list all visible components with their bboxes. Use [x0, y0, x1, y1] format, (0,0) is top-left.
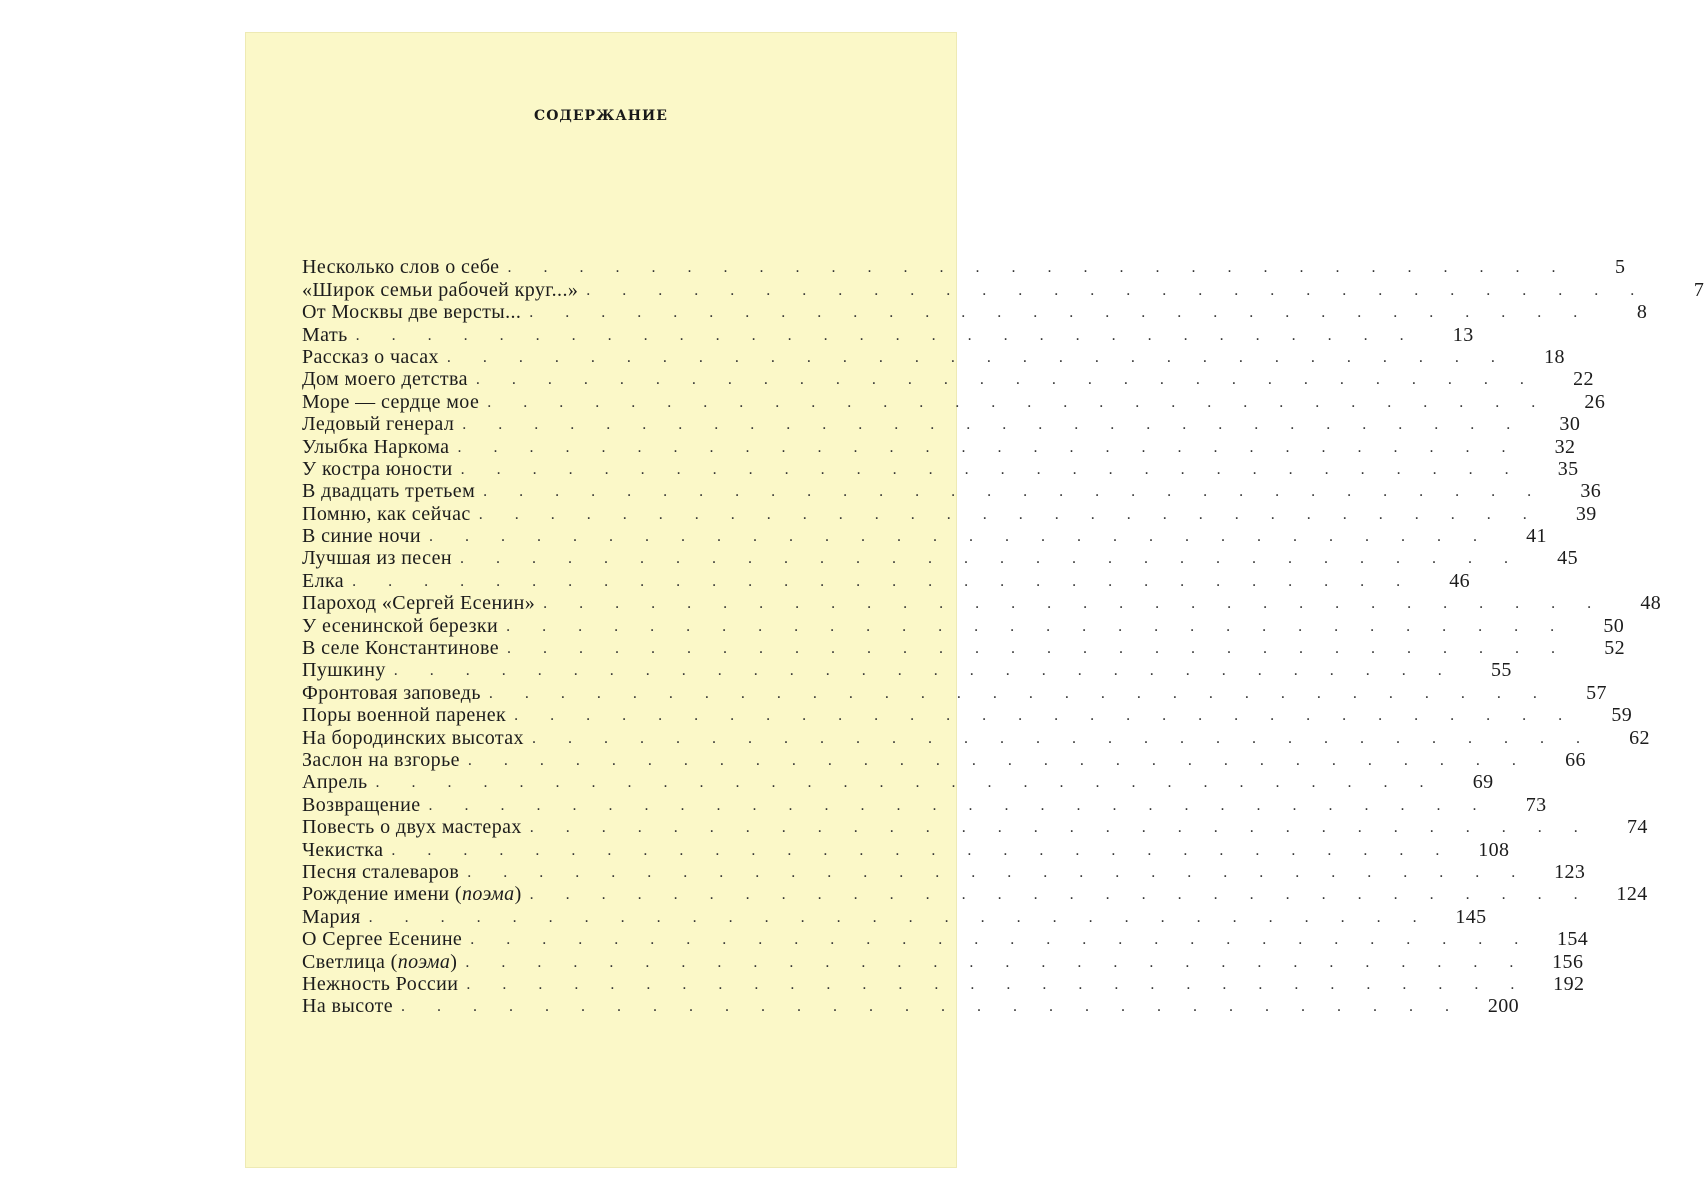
- toc-entry-title: [302, 301, 529, 323]
- toc-entry-title-text: Лучшая из песен: [302, 547, 452, 570]
- toc-entry-title: [302, 704, 514, 726]
- toc-entry: [302, 390, 1606, 413]
- table-of-contents: [302, 256, 1704, 1018]
- toc-entry-subtitle: поэма: [462, 883, 515, 906]
- toc-entry-page-number: 62: [1629, 726, 1650, 749]
- toc-entry-title: [302, 839, 391, 861]
- toc-entry-title-text: Чекистка: [302, 838, 384, 861]
- toc-entry: [302, 413, 1581, 436]
- toc-entry: [302, 995, 1520, 1018]
- toc-entry: [302, 323, 1474, 346]
- toc-entry-page-number: 18: [1544, 345, 1565, 368]
- toc-entry-title-text: Песня сталеваров: [302, 860, 460, 883]
- toc-entry-title-text: Поры военной паренек: [302, 704, 507, 727]
- toc-entry: [302, 569, 1471, 592]
- toc-entry-title: [302, 727, 532, 749]
- toc-entry-title-text: Фронтовая заповедь: [302, 681, 481, 704]
- dot-leader: . . . . . . . . . . . . . . . . . . . . . . . . . . . . . .: [470, 931, 1533, 949]
- toc-entry-title-text: Заслон на взгорье: [302, 748, 460, 771]
- toc-entry-title: [302, 525, 429, 547]
- toc-entry: [302, 547, 1578, 570]
- toc-entry: [302, 480, 1602, 503]
- toc-entry-page-number: 7: [1693, 278, 1704, 301]
- toc-entry-title-text: Помню, как сейчас: [302, 502, 471, 525]
- toc-entry-title: [302, 771, 376, 793]
- dot-leader: . . . . . . . . . . . . . . . . . . . . . . . . . . . . . .: [466, 975, 1529, 993]
- dot-leader: . . . . . . . . . . . . . . . . . . . . . . . . . . . . . .: [459, 550, 1522, 568]
- toc-entry: [302, 435, 1576, 458]
- toc-entry-page-number: 50: [1603, 614, 1625, 637]
- toc-entry: [302, 301, 1648, 324]
- page-heading: СОДЕРЖАНИЕ: [534, 108, 668, 124]
- toc-entry-page-number: 22: [1573, 368, 1594, 391]
- toc-entry-title-text: Рождение имени: [302, 883, 450, 906]
- toc-entry-title: [302, 995, 401, 1017]
- dot-leader: . . . . . . . . . . . . . . . . . . . . . . . . . . . . . .: [446, 348, 1509, 366]
- toc-entry-title: [302, 659, 394, 681]
- toc-entry-title-text: Дом моего детства: [302, 368, 468, 391]
- toc-entry-page-number: 30: [1559, 413, 1581, 436]
- toc-entry: [302, 726, 1650, 749]
- dot-leader: . . . . . . . . . . . . . . . . . . . . . . . . . . . . . .: [483, 483, 1546, 501]
- toc-entry: [302, 637, 1626, 660]
- toc-entry-title: [302, 749, 468, 771]
- toc-entry-title: [302, 906, 369, 928]
- toc-entry-title-text: В синие ночи: [302, 525, 421, 548]
- toc-entry: [302, 905, 1487, 928]
- dot-leader: . . . . . . . . . . . . . . . . . . . . . . . . . . . . . .: [375, 774, 1438, 792]
- toc-entry: [302, 278, 1704, 301]
- toc-entry-title: [302, 592, 543, 614]
- toc-entry-title: [302, 480, 483, 502]
- dot-leader: . . . . . . . . . . . . . . . . . . . . . . . . . . . . . .: [507, 640, 1570, 658]
- dot-leader: . . . . . . . . . . . . . . . . . . . . . . . . . . . . . .: [465, 953, 1528, 971]
- toc-entry-page-number: 55: [1490, 659, 1512, 682]
- dot-leader: . . . . . . . . . . . . . . . . . . . . . . . . . . . . . .: [428, 528, 1491, 546]
- dot-leader: . . . . . . . . . . . . . . . . . . . . . . . . . . . . . .: [586, 281, 1649, 299]
- dot-leader: . . . . . . . . . . . . . . . . . . . . . . . . . . . . . .: [467, 751, 1530, 769]
- toc-entry-title-text: От Москвы две версты...: [302, 301, 522, 324]
- toc-entry-title: [302, 637, 507, 659]
- toc-entry-page-number: 200: [1487, 995, 1520, 1018]
- toc-entry-title: [302, 346, 447, 368]
- toc-entry-title-text: Пушкину: [302, 659, 386, 682]
- dot-leader: . . . . . . . . . . . . . . . . . . . . . . . . . . . . . .: [393, 662, 1456, 680]
- dot-leader: . . . . . . . . . . . . . . . . . . . . . . . . . . . . . .: [475, 371, 1538, 389]
- toc-entry-title: [302, 615, 506, 637]
- toc-entry-page-number: 123: [1554, 860, 1586, 883]
- toc-entry-title-text: Мать: [302, 323, 348, 346]
- toc-entry-title-text: У костра юности: [302, 457, 453, 480]
- toc-entry: [302, 502, 1597, 525]
- toc-entry-page-number: 48: [1640, 592, 1662, 615]
- toc-entry-title-text: На высоте: [302, 995, 394, 1018]
- toc-entry-title: [302, 570, 352, 592]
- toc-entry-title-text: Рассказ о часах: [302, 345, 439, 368]
- toc-entry-page-number: 35: [1557, 457, 1579, 480]
- toc-entry-page-number: 57: [1586, 681, 1607, 704]
- dot-leader: . . . . . . . . . . . . . . . . . . . . . . . . . . . . . .: [478, 505, 1541, 523]
- toc-entry: [302, 614, 1625, 637]
- toc-entry: [302, 681, 1607, 704]
- toc-entry: [302, 345, 1565, 368]
- toc-entry-page-number: 154: [1557, 928, 1589, 951]
- toc-entry: [302, 972, 1585, 995]
- toc-entry-title: [302, 413, 462, 435]
- dot-leader: . . . . . . . . . . . . . . . . . . . . . . . . . . . . . .: [401, 998, 1464, 1016]
- dot-leader: . . . . . . . . . . . . . . . . . . . . . . . . . . . . . .: [368, 908, 1431, 926]
- toc-entry-subtitle: поэма: [397, 950, 451, 973]
- toc-entry-title-text: Ледовый генерал: [302, 413, 455, 436]
- dot-leader: . . . . . . . . . . . . . . . . . . . . . . . . . . . . . .: [488, 684, 1551, 702]
- toc-entry-title: [302, 547, 460, 569]
- toc-entry: [302, 748, 1586, 771]
- dot-leader: . . . . . . . . . . . . . . . . . . . . . . . . . . . . . .: [460, 460, 1523, 478]
- toc-entry-title: [302, 973, 466, 995]
- toc-entry-title-text: Повесть о двух мастерах: [302, 816, 522, 839]
- toc-entry-page-number: 8: [1636, 301, 1648, 324]
- toc-entry-title: [302, 928, 470, 950]
- toc-entry-title: [302, 368, 476, 390]
- toc-entry-title-text: Пароход «Сергей Есенин»: [302, 592, 536, 615]
- toc-entry-title: [302, 256, 507, 278]
- toc-entry-title: [302, 458, 461, 480]
- toc-entry: [302, 592, 1662, 615]
- toc-entry-page-number: 108: [1478, 838, 1510, 861]
- toc-entry: [302, 457, 1579, 480]
- toc-entry: [302, 883, 1648, 906]
- dot-leader: . . . . . . . . . . . . . . . . . . . . . . . . . . . . . .: [543, 595, 1606, 613]
- toc-entry: [302, 928, 1589, 951]
- toc-entry: [302, 793, 1547, 816]
- dot-leader: . . . . . . . . . . . . . . . . . . . . . . . . . . . . . .: [467, 863, 1530, 881]
- dot-leader: . . . . . . . . . . . . . . . . . . . . . . . . . . . . . .: [531, 729, 1594, 747]
- toc-entry-title: [302, 279, 586, 301]
- toc-entry-page-number: 73: [1525, 793, 1547, 816]
- dot-leader: . . . . . . . . . . . . . . . . . . . . . . . . . . . . . .: [507, 259, 1570, 277]
- toc-entry-page-number: 145: [1455, 905, 1487, 928]
- dot-leader: . . . . . . . . . . . . . . . . . . . . . . . . . . . . . .: [355, 326, 1418, 344]
- toc-entry-page-number: 66: [1565, 748, 1586, 771]
- toc-entry-page-number: 39: [1575, 502, 1597, 525]
- toc-entry-page-number: 32: [1554, 435, 1576, 458]
- toc-entry-page-number: 13: [1452, 323, 1474, 346]
- toc-entry-page-number: 192: [1553, 972, 1585, 995]
- toc-entry-page-number: 5: [1615, 256, 1626, 279]
- toc-entry-title: [302, 861, 467, 883]
- toc-entry-title-text: О Сергее Есенине: [302, 928, 463, 951]
- toc-entry-title: Светлица (поэма): [302, 950, 458, 973]
- toc-entry: [302, 525, 1547, 548]
- toc-entry-title-text: Улыбка Наркома: [302, 435, 450, 458]
- dot-leader: . . . . . . . . . . . . . . . . . . . . . . . . . . . . . .: [457, 438, 1520, 456]
- toc-entry-title-text: Апрель: [302, 771, 368, 794]
- toc-entry-page-number: 36: [1580, 480, 1602, 503]
- toc-entry-page-number: 74: [1626, 816, 1648, 839]
- toc-entry: [302, 860, 1586, 883]
- toc-entry-title: [302, 794, 429, 816]
- toc-entry-title-text: У есенинской березки: [302, 614, 499, 637]
- dot-leader: . . . . . . . . . . . . . . . . . . . . . . . . . . . . . .: [352, 572, 1415, 590]
- toc-entry-title: [302, 682, 489, 704]
- book-page: [245, 32, 1704, 1168]
- toc-entry-page-number: 45: [1557, 547, 1578, 570]
- toc-entry-page-number: 69: [1472, 771, 1494, 794]
- toc-entry-title-text: На бородинских высотах: [302, 726, 524, 749]
- toc-entry-title: [302, 503, 479, 525]
- toc-entry-title: [302, 324, 356, 346]
- toc-entry-title-text: Светлица: [302, 950, 386, 973]
- toc-entry-title: Рождение имени (поэма): [302, 883, 522, 906]
- dot-leader: . . . . . . . . . . . . . . . . . . . . . . . . . . . . . .: [428, 796, 1491, 814]
- toc-entry: [302, 659, 1512, 682]
- toc-entry-title-text: «Широк семьи рабочей круг...»: [302, 278, 579, 301]
- dot-leader: . . . . . . . . . . . . . . . . . . . . . . . . . . . . . .: [506, 617, 1569, 635]
- toc-entry-page-number: 46: [1449, 569, 1471, 592]
- toc-entry-title-text: Елка: [302, 569, 345, 592]
- toc-entry: [302, 838, 1510, 861]
- toc-entry-title-text: Нежность России: [302, 972, 459, 995]
- toc-entry-title: [302, 391, 487, 413]
- toc-entry-title-text: В двадцать третьем: [302, 480, 476, 503]
- toc-entry-title-text: Море — сердце мое: [302, 390, 480, 413]
- toc-entry: [302, 816, 1648, 839]
- dot-leader: . . . . . . . . . . . . . . . . . . . . . . . . . . . . . .: [462, 416, 1525, 434]
- dot-leader: . . . . . . . . . . . . . . . . . . . . . . . . . . . . . .: [391, 841, 1454, 859]
- toc-entry-page-number: 52: [1604, 637, 1626, 660]
- toc-entry-page-number: 26: [1584, 390, 1606, 413]
- toc-entry: [302, 368, 1594, 391]
- toc-entry: [302, 256, 1626, 279]
- toc-entry-title: [302, 436, 457, 458]
- dot-leader: . . . . . . . . . . . . . . . . . . . . . . . . . . . . . .: [529, 304, 1592, 322]
- dot-leader: . . . . . . . . . . . . . . . . . . . . . . . . . . . . . .: [529, 819, 1592, 837]
- dot-leader: . . . . . . . . . . . . . . . . . . . . . . . . . . . . . .: [487, 393, 1550, 411]
- dot-leader: . . . . . . . . . . . . . . . . . . . . . . . . . . . . . .: [514, 707, 1577, 725]
- toc-entry-title-text: Возвращение: [302, 793, 421, 816]
- toc-entry-page-number: 41: [1526, 525, 1547, 548]
- toc-entry: [302, 950, 1584, 973]
- toc-entry-title-text: В селе Константинове: [302, 637, 500, 660]
- dot-leader: . . . . . . . . . . . . . . . . . . . . . . . . . . . . . .: [529, 886, 1592, 904]
- toc-entry-title: [302, 816, 530, 838]
- toc-entry: [302, 704, 1633, 727]
- toc-entry: [302, 771, 1494, 794]
- toc-entry-title-text: Несколько слов о себе: [302, 256, 500, 279]
- toc-entry-page-number: 124: [1616, 883, 1648, 906]
- toc-entry-page-number: 59: [1611, 704, 1633, 727]
- toc-entry-page-number: 156: [1552, 950, 1584, 973]
- toc-entry-title-text: Мария: [302, 905, 361, 928]
